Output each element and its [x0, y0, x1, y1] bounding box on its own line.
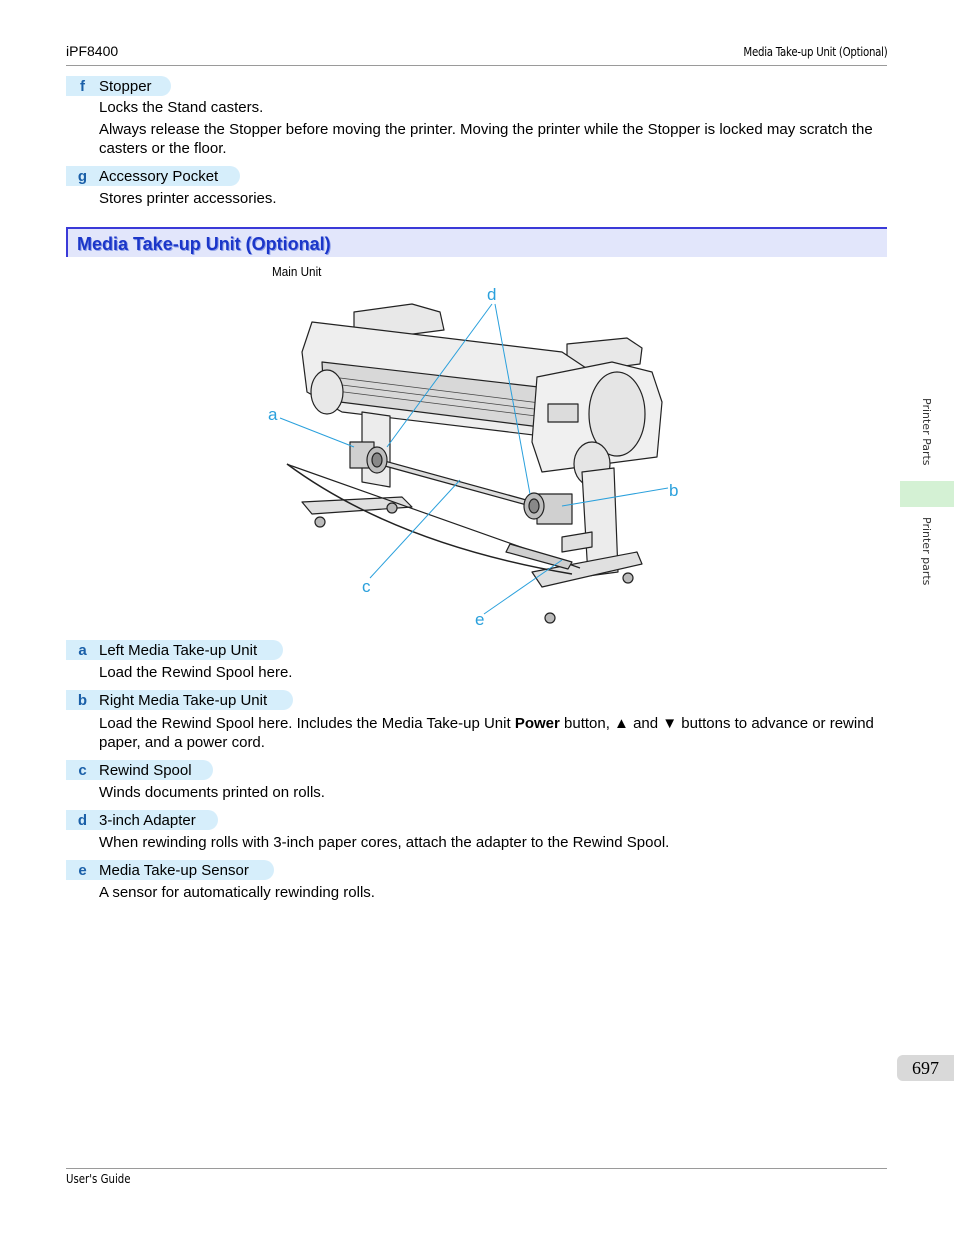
sidebar-section: Printer parts	[920, 517, 933, 586]
item-c-heading	[66, 760, 213, 780]
section-title: Media Take-up Unit (Optional)	[77, 234, 331, 254]
callout-b: b	[669, 481, 679, 500]
footer-guide: User's Guide	[66, 1172, 131, 1186]
item-label: Rewind Spool	[99, 761, 192, 779]
item-b-text-before: Load the Rewind Spool here. Includes the Media Take-up Unit	[99, 715, 515, 732]
item-letter: d	[77, 811, 88, 829]
item-e-text: A sensor for automatically rewinding rolls.	[99, 884, 375, 901]
item-letter: e	[78, 861, 87, 879]
figure-caption: Main Unit	[272, 264, 322, 279]
item-label: Media Take-up Sensor	[99, 861, 249, 879]
item-label: Right Media Take-up Unit	[99, 691, 268, 709]
item-label: Left Media Take-up Unit	[99, 641, 258, 659]
callout-e: e	[475, 610, 485, 627]
sidebar-active-tab	[900, 481, 954, 507]
item-d-heading	[66, 810, 218, 830]
item-b-text-after: button, ▲ and ▼ buttons to advance or rewind paper, and a power cord.	[99, 715, 874, 751]
header-model: iPF8400	[66, 43, 119, 59]
item-letter: g	[77, 167, 88, 185]
section-heading	[66, 227, 887, 257]
sidebar-chapter: Printer Parts	[920, 398, 933, 466]
item-letter: f	[80, 77, 85, 95]
footer-rule	[66, 1168, 887, 1169]
callout-a: a	[268, 405, 278, 424]
item-g-heading	[66, 166, 240, 186]
item-letter: c	[78, 761, 87, 779]
item-b-heading	[66, 690, 293, 710]
printer-illustration	[262, 282, 692, 627]
header-rule	[66, 65, 887, 66]
item-label: Stopper	[99, 77, 152, 95]
item-label: 3-inch Adapter	[99, 811, 196, 829]
item-d-text: When rewinding rolls with 3-inch paper cores, attach the adapter to the Rewind Spool.	[99, 834, 670, 851]
item-f-heading	[66, 76, 171, 96]
item-a-text: Load the Rewind Spool here.	[99, 664, 293, 681]
page-number: 697	[897, 1055, 954, 1081]
callout-d: d	[487, 285, 497, 304]
item-letter: b	[77, 691, 88, 709]
item-b-text-bold: Power	[514, 715, 560, 732]
item-letter: a	[78, 641, 87, 659]
item-f-text-1: Locks the Stand casters.	[99, 99, 264, 116]
item-a-heading	[66, 640, 283, 660]
item-b-text	[99, 714, 889, 752]
item-e-heading	[66, 860, 274, 880]
item-g-text: Stores printer accessories.	[99, 190, 277, 207]
callout-c: c	[362, 577, 371, 596]
item-c-text: Winds documents printed on rolls.	[99, 784, 325, 801]
item-label: Accessory Pocket	[99, 167, 219, 185]
header-section-title: Media Take-up Unit (Optional)	[742, 45, 887, 59]
item-f-text-2: Always release the Stopper before moving the printer. Moving the printer while the Stopper is locked may scratch the casters or the floor.	[99, 121, 873, 157]
